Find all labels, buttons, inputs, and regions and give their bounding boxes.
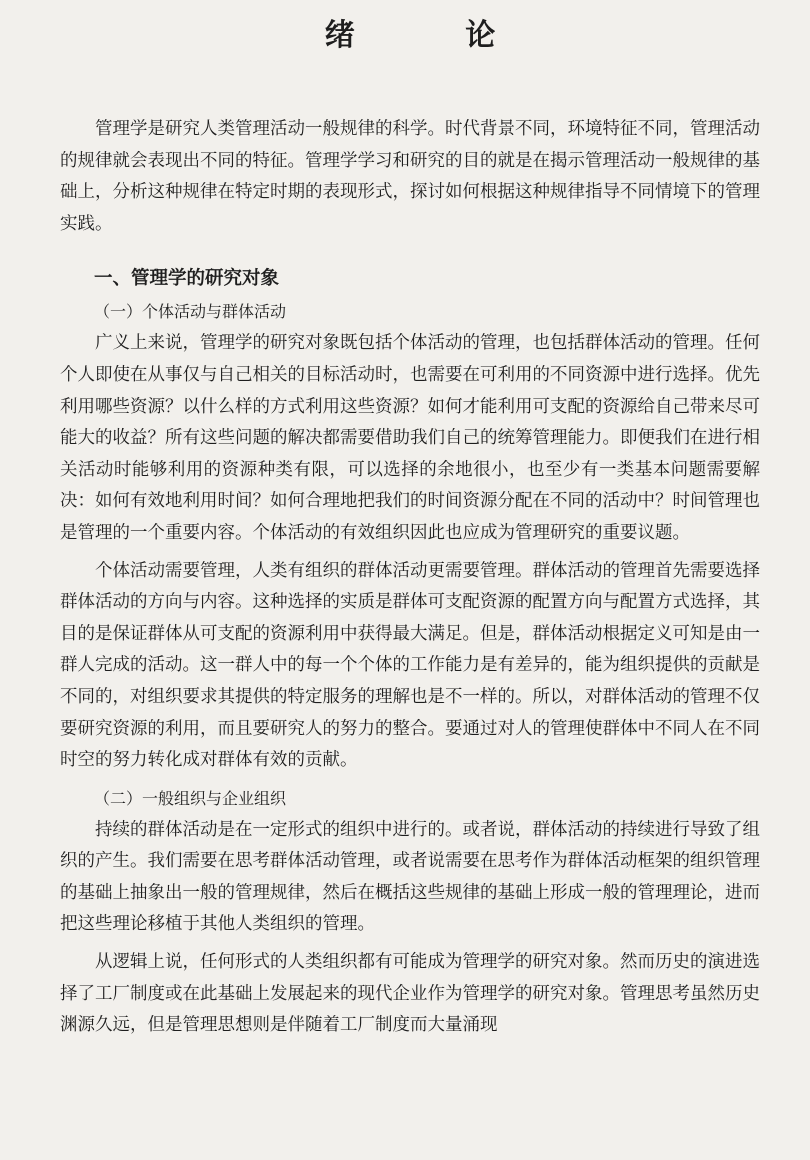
body-paragraph: 从逻辑上说，任何形式的人类组织都有可能成为管理学的研究对象。然而历史的演进选择了工厂制度或在此基础上发展起来的现代企业作为管理学的研究对象。管理思考虽然历史渊源久远，但是管理思想则是伴随着工厂制度而大量涌现 [60, 952, 760, 1036]
body-paragraph: 持续的群体活动是在一定形式的组织中进行的。或者说，群体活动的持续进行导致了组织的产生。我们需要在思考群体活动管理，或者说需要在思考作为群体活动框架的组织管理的基础上抽象出一般的管理规律，然后在概括这些规律的基础上形成一般的管理理论，进而把这些理论移植于其他人类组织的管理。 [60, 819, 760, 935]
chapter-title: 绪 论 [324, 18, 546, 53]
section-heading: 一、管理学的研究对象 [94, 268, 280, 290]
body-paragraph: 广义上来说，管理学的研究对象既包括个体活动的管理，也包括群体活动的管理。任何个人即使在从事仅与自己相关的目标活动时，也需要在可利用的不同资源中进行选择。优先利用哪些资源？以什么样的方式利用这些资源？如何才能利用可支配的资源给自己带来尽可能大的收益？所有这些问题的解决都需要借助我们自己的统筹管理能力。即便我们在进行相关活动时能够利用的资源种类有限，可以选择的余地很小，也至少有一类基本问题需要解决：如何有效地利用时间？如何合理地把我们的时间资源分配在不同的活动中？时间管理也是管理的一个重要内容。个体活动的有效组织因此也应成为管理研究的重要议题。 [60, 333, 760, 543]
subsection-heading: （一）个体活动与群体活动 [94, 302, 287, 322]
body-paragraph: 个体活动需要管理，人类有组织的群体活动更需要管理。群体活动的管理首先需要选择群体活动的方向与内容。这种选择的实质是群体可支配资源的配置方向与配置方式选择，其目的是保证群体从可支配的资源利用中获得最大满足。但是，群体活动根据定义可知是由一群人完成的活动。这一群人中的每一个个体的工作能力是有差异的，能为组织提供的贡献是不同的，对组织要求其提供的特定服务的理解也是不一样的。所以，对群体活动的管理不仅要研究资源的利用，而且要研究人的努力的整合。要通过对人的管理使群体中不同人在不同时空的努力转化成对群体有效的贡献。 [60, 560, 760, 771]
intro-paragraph: 管理学是研究人类管理活动一般规律的科学。时代背景不同，环境特征不同，管理活动的规律就会表现出不同的特征。管理学学习和研究的目的就是在揭示管理活动一般规律的基础上，分析这种规律在特定时期的表现形式，探讨如何根据这种规律指导不同情境下的管理实践。 [60, 119, 760, 234]
subsection-heading: （二）一般组织与企业组织 [94, 788, 287, 808]
